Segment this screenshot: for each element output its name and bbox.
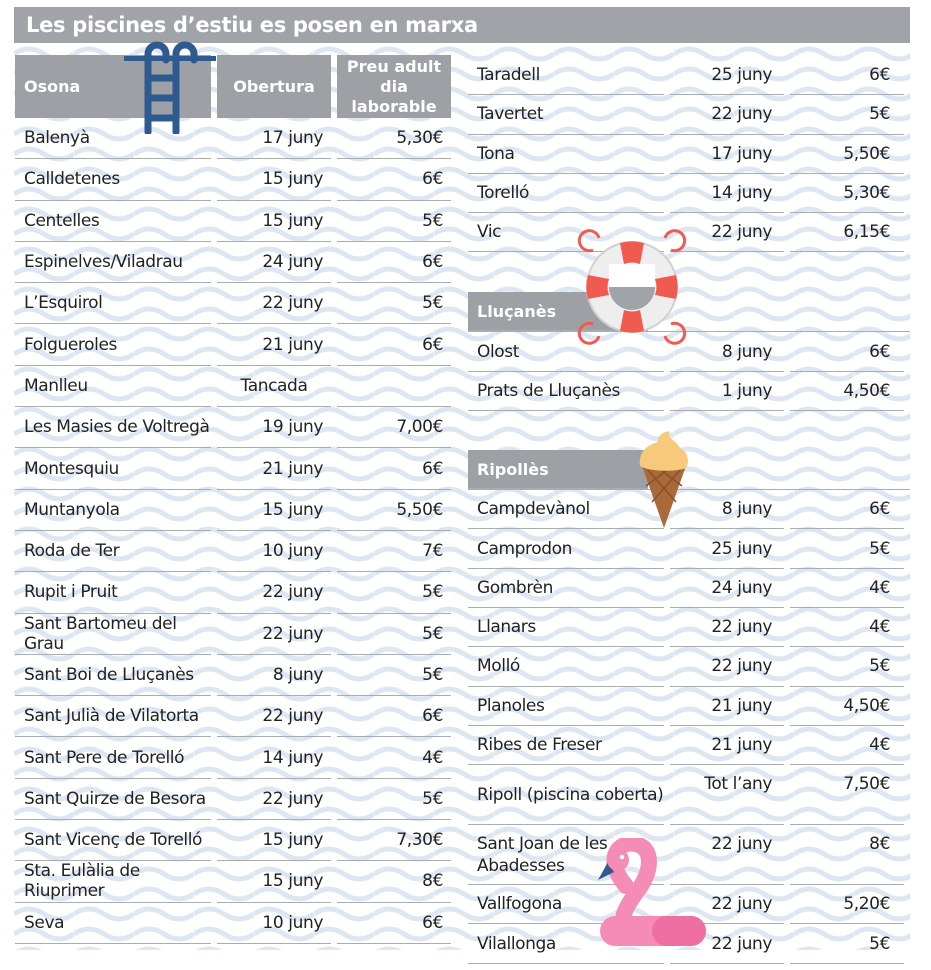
adult-price: 6€ <box>790 490 904 529</box>
header-price-line1: Preu adult <box>346 56 442 76</box>
adult-price: 5€ <box>790 529 904 568</box>
opening-date: 15 juny <box>217 159 331 200</box>
table-row <box>468 135 910 174</box>
table-row <box>15 283 451 324</box>
table-row <box>15 490 451 531</box>
opening-date: 22 juny <box>217 283 331 324</box>
table-row <box>15 531 451 572</box>
adult-price: 7€ <box>337 531 451 572</box>
table-row <box>15 861 451 902</box>
table-row <box>15 118 451 159</box>
lifebuoy-icon <box>573 228 691 346</box>
table-row <box>15 572 451 613</box>
place-name: Llanars <box>468 608 664 647</box>
place-name: Manlleu <box>15 366 211 407</box>
adult-price: 4€ <box>790 726 904 765</box>
place-name: Folgueroles <box>15 324 211 365</box>
opening-date: Tot l’any <box>670 765 784 825</box>
adult-price: 4€ <box>337 737 451 778</box>
opening-date: 15 juny <box>217 490 331 531</box>
place-name: Sant Bartomeu del Grau <box>15 614 211 655</box>
table-row <box>468 726 910 765</box>
adult-price: 5,30€ <box>790 174 904 213</box>
place-name: Prats de Lluçanès <box>468 372 664 411</box>
table-row <box>15 820 451 861</box>
opening-date: 19 juny <box>217 407 331 448</box>
opening-date: 22 juny <box>217 696 331 737</box>
opening-date: 22 juny <box>217 572 331 613</box>
table-row <box>15 655 451 696</box>
table-row <box>468 608 910 647</box>
adult-price: 6€ <box>790 56 904 95</box>
adult-price <box>337 366 451 407</box>
opening-date: 22 juny <box>670 95 784 134</box>
opening-date: 21 juny <box>217 448 331 489</box>
place-name: Sant Joan de les Abadesses <box>468 825 664 885</box>
opening-date: 17 juny <box>670 135 784 174</box>
opening-date: 22 juny <box>670 608 784 647</box>
opening-date: 24 juny <box>670 569 784 608</box>
place-name: Montesquiu <box>15 448 211 489</box>
table-row <box>15 407 451 448</box>
table-row <box>15 159 451 200</box>
table-row <box>15 779 451 820</box>
table-row <box>15 903 451 944</box>
table-row <box>15 201 451 242</box>
place-name: Torelló <box>468 174 664 213</box>
adult-price: 5€ <box>337 283 451 324</box>
adult-price: 6€ <box>790 332 904 371</box>
adult-price: 5,20€ <box>790 885 904 924</box>
table-row <box>15 737 451 778</box>
adult-price: 5,50€ <box>790 135 904 174</box>
place-name: Centelles <box>15 201 211 242</box>
opening-date: 8 juny <box>670 332 784 371</box>
table-row <box>468 372 910 411</box>
table-row <box>468 529 910 568</box>
opening-date: 25 juny <box>670 56 784 95</box>
opening-date: 15 juny <box>217 201 331 242</box>
place-name: Taradell <box>468 56 664 95</box>
table-row <box>468 174 910 213</box>
adult-price: 5€ <box>337 614 451 655</box>
place-name: Molló <box>468 647 664 686</box>
table-row <box>15 614 451 655</box>
place-name: Sant Vicenç de Torelló <box>15 820 211 861</box>
place-name: Sant Quirze de Besora <box>15 779 211 820</box>
table-row <box>468 95 910 134</box>
table-header <box>15 55 451 118</box>
ice-cream-icon <box>636 430 692 530</box>
adult-price: 7,50€ <box>790 765 904 825</box>
adult-price: 7,00€ <box>337 407 451 448</box>
place-name: Camprodon <box>468 529 664 568</box>
adult-price: 5,50€ <box>337 490 451 531</box>
table-row <box>468 569 910 608</box>
adult-price: 5€ <box>790 95 904 134</box>
place-name: Vilallonga <box>468 924 664 963</box>
title-bar <box>14 7 910 43</box>
place-name: Les Masies de Voltregà <box>15 407 211 448</box>
table-row <box>15 242 451 283</box>
opening-date: 22 juny <box>670 825 784 885</box>
place-name: Vic <box>468 213 664 252</box>
llucanes-header: Lluçanès <box>468 292 648 331</box>
header-price <box>337 55 451 118</box>
header-opening: Obertura <box>217 55 331 118</box>
place-name: Tona <box>468 135 664 174</box>
place-name: Rupit i Pruit <box>15 572 211 613</box>
adult-price: 7,30€ <box>337 820 451 861</box>
place-name: L’Esquirol <box>15 283 211 324</box>
opening-date: 10 juny <box>217 531 331 572</box>
adult-price: 4€ <box>790 608 904 647</box>
place-name: Espinelves/Viladrau <box>15 242 211 283</box>
adult-price: 5€ <box>790 647 904 686</box>
place-name: Olost <box>468 332 664 371</box>
adult-price: 5€ <box>337 655 451 696</box>
adult-price: 4€ <box>790 569 904 608</box>
adult-price: 4,50€ <box>790 372 904 411</box>
place-name: Tavertet <box>468 95 664 134</box>
adult-price: 6€ <box>337 159 451 200</box>
adult-price: 6€ <box>337 448 451 489</box>
place-name: Ripoll (piscina coberta) <box>468 765 664 825</box>
opening-date: 22 juny <box>670 924 784 963</box>
opening-date: 15 juny <box>217 820 331 861</box>
opening-date: 22 juny <box>670 213 784 252</box>
place-name: Seva <box>15 903 211 944</box>
place-name: Calldetenes <box>15 159 211 200</box>
place-name: Muntanyola <box>15 490 211 531</box>
adult-price: 6€ <box>337 696 451 737</box>
place-name: Roda de Ter <box>15 531 211 572</box>
adult-price: 5€ <box>337 201 451 242</box>
place-name: Gombrèn <box>468 569 664 608</box>
place-name: Sant Julià de Vilatorta <box>15 696 211 737</box>
opening-date: 10 juny <box>217 903 331 944</box>
opening-date: 22 juny <box>670 885 784 924</box>
opening-date: 1 juny <box>670 372 784 411</box>
pool-ladder-icon <box>124 40 216 134</box>
place-name: Vallfogona <box>468 885 664 924</box>
table-row <box>468 56 910 95</box>
place-name: Balenyà <box>15 118 211 159</box>
header-region: Osona <box>15 55 211 118</box>
place-name: Sta. Eulàlia de Riuprimer <box>15 861 211 902</box>
opening-date: Tancada <box>217 366 331 407</box>
osona-rows <box>15 118 451 944</box>
place-name: Ribes de Freser <box>468 726 664 765</box>
adult-price: 6€ <box>337 324 451 365</box>
opening-date: 25 juny <box>670 529 784 568</box>
opening-date: 22 juny <box>217 779 331 820</box>
table-row <box>15 366 451 407</box>
opening-date: 24 juny <box>217 242 331 283</box>
opening-date: 14 juny <box>217 737 331 778</box>
place-name: Planoles <box>468 687 664 726</box>
opening-date: 8 juny <box>217 655 331 696</box>
opening-date: 14 juny <box>670 174 784 213</box>
table-row <box>468 765 910 825</box>
opening-date: 21 juny <box>670 687 784 726</box>
flamingo-float-icon <box>594 838 710 950</box>
opening-date: 22 juny <box>670 647 784 686</box>
adult-price: 4,50€ <box>790 687 904 726</box>
adult-price: 6€ <box>337 242 451 283</box>
opening-date: 8 juny <box>670 490 784 529</box>
adult-price: 5€ <box>337 779 451 820</box>
opening-date: 21 juny <box>217 324 331 365</box>
opening-date: 17 juny <box>217 118 331 159</box>
adult-price: 8€ <box>790 825 904 885</box>
place-name: Campdevànol <box>468 490 664 529</box>
table-row <box>468 647 910 686</box>
osona-cont-rows <box>468 56 910 252</box>
place-name: Sant Boi de Lluçanès <box>15 655 211 696</box>
adult-price: 6,15€ <box>790 213 904 252</box>
adult-price: 5€ <box>337 572 451 613</box>
adult-price: 6€ <box>337 903 451 944</box>
ripolles-header: Ripollès <box>468 450 648 489</box>
place-name: Sant Pere de Torelló <box>15 737 211 778</box>
osona-table <box>15 55 451 944</box>
adult-price: 5,30€ <box>337 118 451 159</box>
table-row <box>15 448 451 489</box>
adult-price: 8€ <box>337 861 451 902</box>
page-title: Les piscines d’estiu es posen en marxa <box>26 13 478 37</box>
opening-date: 22 juny <box>217 614 331 655</box>
table-row <box>15 696 451 737</box>
opening-date: 15 juny <box>217 861 331 902</box>
table-row <box>468 687 910 726</box>
header-price-line2: dia laborable <box>351 76 437 116</box>
adult-price: 5€ <box>790 924 904 963</box>
table-row <box>15 324 451 365</box>
opening-date: 21 juny <box>670 726 784 765</box>
